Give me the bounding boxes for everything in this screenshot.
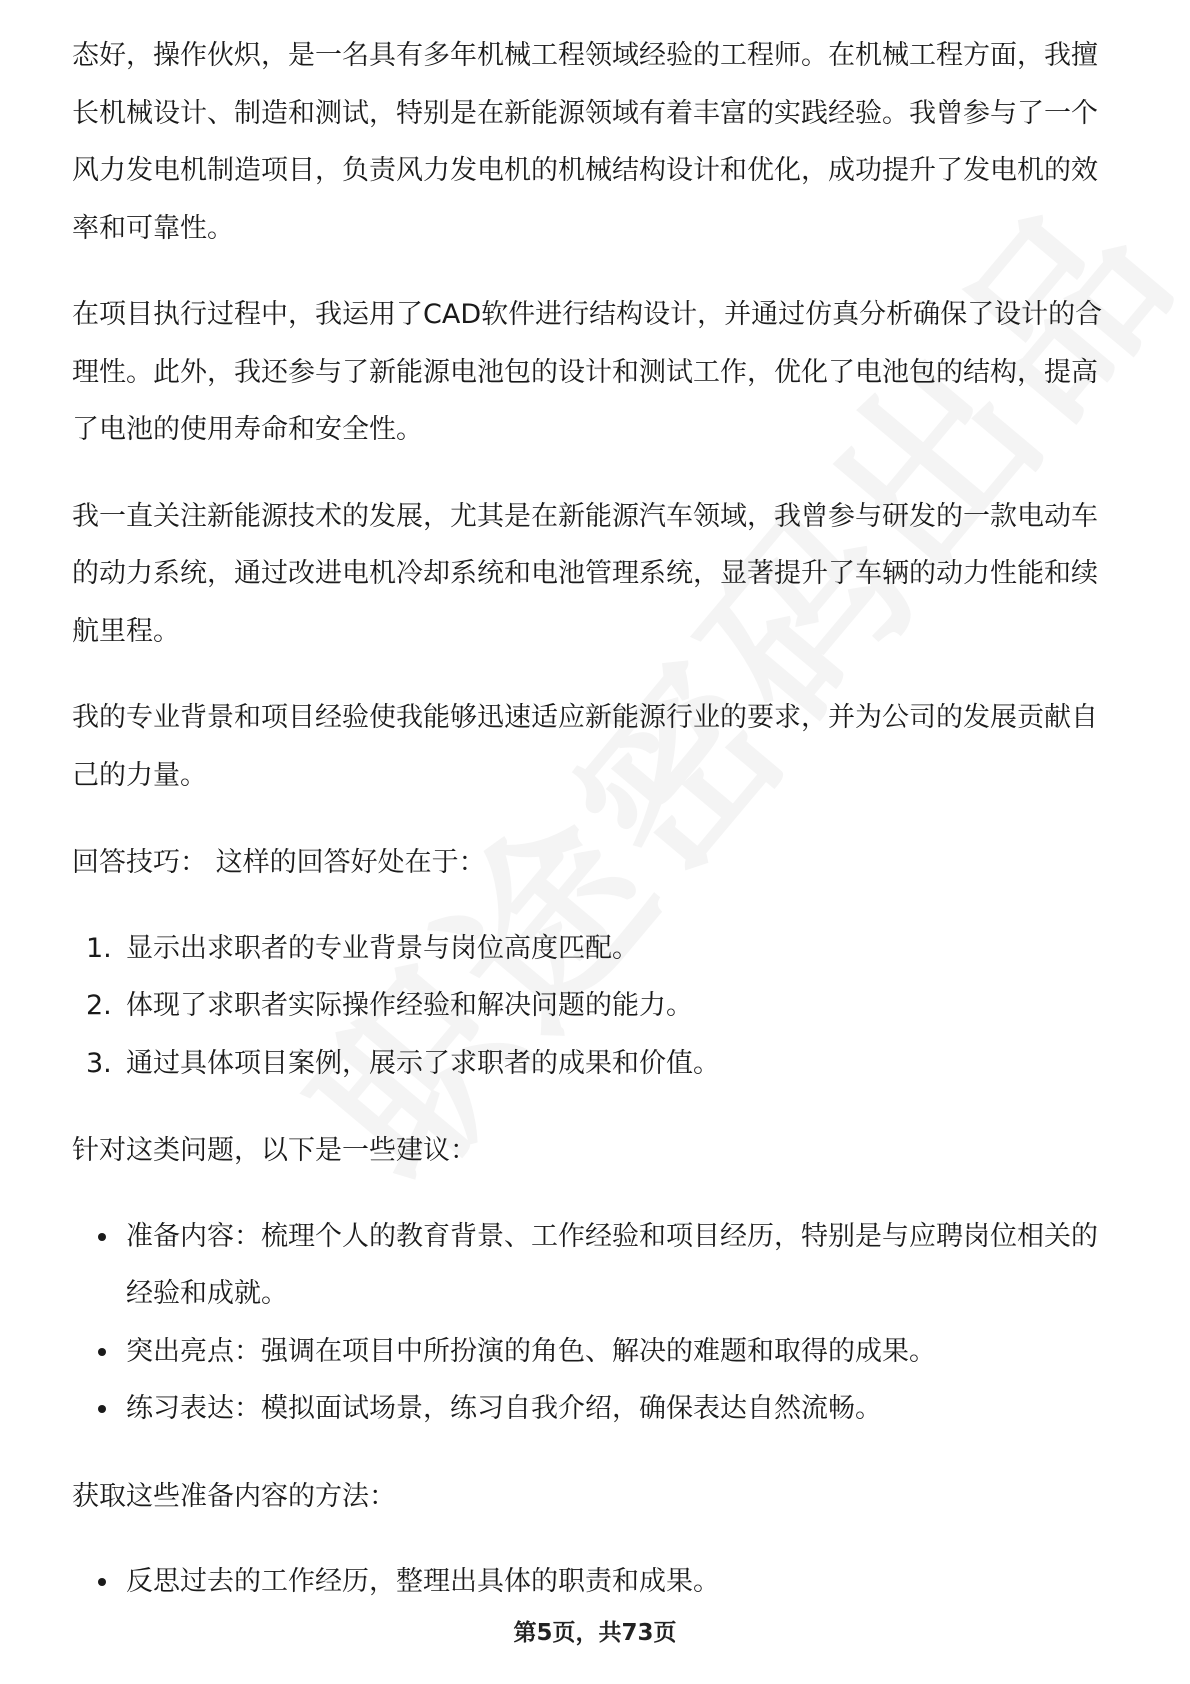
methods-list [72, 1553, 1122, 1611]
suggestions-list [72, 1208, 1122, 1438]
list-item [72, 1553, 1122, 1611]
tips-heading: 回答技巧： 这样的回答好处在于： [72, 847, 486, 878]
list-item-text: 反思过去的工作经历，整理出具体的职责和成果。 [126, 1566, 720, 1597]
bullet-icon [98, 1233, 106, 1241]
list-number: 3. [86, 1047, 112, 1079]
list-item [72, 1380, 1122, 1438]
paragraph: 态好，操作伙炽，是一名具有多年机械工程领域经验的工程师。在机械工程方面，我擅长机械设计、制造和测试，特别是在新能源领域有着丰富的实践经验。我曾参与了一个风力发电机制造项目，负责风力发电机的机械结构设计和优化，成功提升了发电机的效率和可靠性。 [72, 40, 1098, 244]
list-item [72, 1035, 1122, 1093]
methods-heading: 获取这些准备内容的方法： [72, 1480, 396, 1512]
document-body [72, 27, 1122, 1611]
list-number: 2. [86, 990, 112, 1021]
page-number: 第5页，共73页 [513, 1620, 677, 1646]
suggestions-heading: 针对这类问题，以下是一些建议： [72, 1135, 477, 1166]
list-item [72, 1323, 1122, 1381]
list-item-text: 显示出求职者的专业背景与岗位高度匹配。 [126, 932, 639, 964]
paragraph: 我一直关注新能源技术的发展，尤其是在新能源汽车领域，我曾参与研发的一款电动车的动力系统，通过改进电机冷却系统和电池管理系统，显著提升了车辆的动力性能和续航里程。 [72, 500, 1098, 647]
paragraph: 在项目执行过程中，我运用了CAD软件进行结构设计，并通过仿真分析确保了设计的合理性。此外，我还参与了新能源电池包的设计和测试工作，优化了电池包的结构，提高了电池的使用寿命和安全性。 [72, 299, 1103, 445]
tips-list [72, 920, 1122, 1093]
list-item-text: 准备内容：梳理个人的教育背景、工作经验和项目经历，特别是与应聘岗位相关的经验和成就。 [126, 1220, 1098, 1309]
list-item-text: 通过具体项目案例，展示了求职者的成果和价值。 [126, 1047, 720, 1079]
bullet-icon [98, 1348, 106, 1356]
bullet-icon [98, 1578, 106, 1586]
paragraph: 我的专业背景和项目经验使我能够迅速适应新能源行业的要求，并为公司的发展贡献自己的力量。 [72, 702, 1098, 791]
list-item [72, 920, 1122, 978]
list-number: 1. [86, 932, 112, 964]
list-item [72, 1208, 1122, 1323]
list-item [72, 977, 1122, 1035]
list-item-text: 体现了求职者实际操作经验和解决问题的能力。 [126, 990, 693, 1021]
list-item-text: 练习表达：模拟面试场景，练习自我介绍，确保表达自然流畅。 [126, 1393, 882, 1424]
bullet-icon [98, 1405, 106, 1413]
list-item-text: 突出亮点：强调在项目中所扮演的角色、解决的难题和取得的成果。 [126, 1335, 936, 1367]
